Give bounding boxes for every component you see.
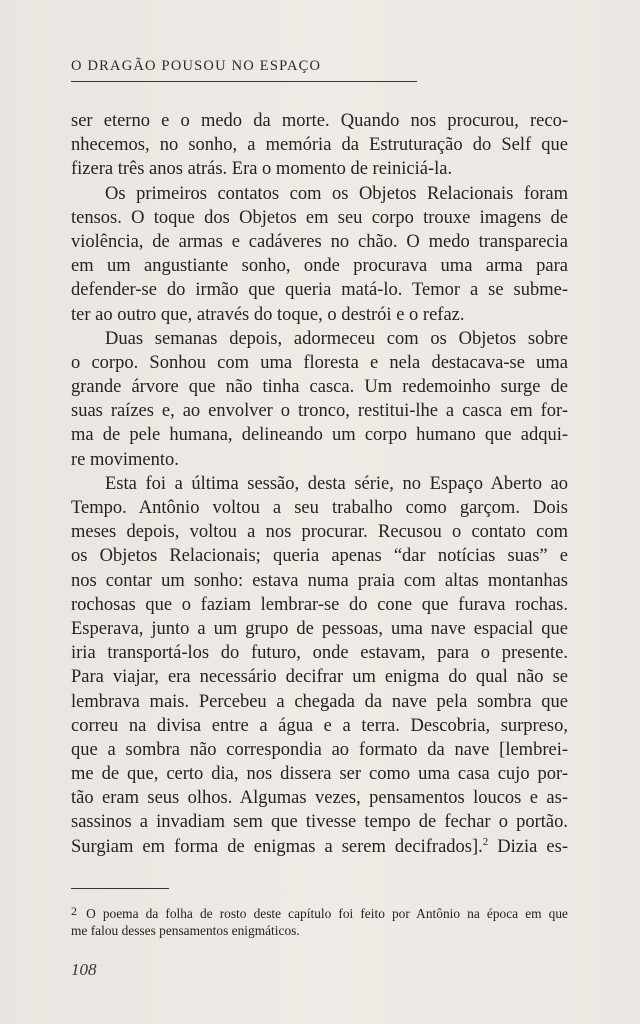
text-line: me de que, certo dia, nos dissera ser como uma casa cujo por- bbox=[71, 764, 568, 785]
running-head-rule bbox=[71, 81, 417, 82]
text-line: Esperava, junto a um grupo de pessoas, uma nave espacial que bbox=[71, 618, 568, 639]
text-segment: Surgiam em forma de enigmas a serem decifrados]. bbox=[71, 836, 483, 857]
text-line: em um angustiante sonho, onde procurava uma arma para bbox=[71, 256, 568, 277]
footnote-reference[interactable]: 2 bbox=[482, 835, 489, 848]
footnote-line bbox=[71, 902, 568, 921]
footnote-rule bbox=[71, 888, 169, 889]
footnote-number: 2 bbox=[71, 904, 77, 918]
text-line-with-footnote-ref bbox=[71, 835, 568, 859]
text-line: o corpo. Sonhou com uma floresta e nela destacava-se uma bbox=[71, 352, 568, 373]
text-line: Para viajar, era necessário decifrar um enigma do qual não se bbox=[71, 667, 568, 688]
text-line: tensos. O toque dos Objetos em seu corpo trouxe imagens de bbox=[71, 207, 568, 228]
running-head: O DRAGÃO POUSOU NO ESPAÇO bbox=[71, 58, 322, 74]
text-line: ser eterno e o medo da morte. Quando nos procurou, reco- bbox=[71, 111, 568, 131]
text-line: os Objetos Relacionais; queria apenas “dar notícias suas” e bbox=[71, 546, 568, 567]
text-line: suas raízes e, ao envolver o tronco, restitui-lhe a casca em for- bbox=[71, 401, 568, 422]
footnote-line: me falou desses pensamentos enigmáticos. bbox=[71, 923, 300, 938]
body-text bbox=[71, 109, 568, 859]
text-line: ma de pele humana, delineando um corpo humano que adqui- bbox=[71, 425, 568, 446]
text-line: nhecemos, no sonho, a memória da Estruturação do Self que bbox=[71, 135, 568, 156]
page-number: 108 bbox=[71, 960, 97, 979]
text-line: defender-se do irmão que queria matá-lo. Temor a se subme- bbox=[71, 280, 568, 301]
text-line: Duas semanas depois, adormeceu com os Objetos sobre bbox=[105, 328, 568, 349]
text-line: Tempo. Antônio voltou a seu trabalho como garçom. Dois bbox=[71, 498, 568, 518]
text-line: correu na divisa entre a água e a terra. Descobria, surpreso, bbox=[71, 715, 568, 736]
text-line: iria transportá-los do futuro, onde estavam, para o presente. bbox=[71, 643, 568, 664]
text-line: que a sombra não correspondia ao formato da nave [lembrei- bbox=[71, 739, 568, 760]
text-line: Esta foi a última sessão, desta série, no Espaço Aberto ao bbox=[105, 473, 568, 494]
text-line: sassinos a invadiam sem que tivesse tempo de fechar o portão. bbox=[71, 812, 568, 833]
text-line: rochosas que o faziam lembrar-se do cone que furava rochas. bbox=[71, 594, 568, 615]
text-line: ter ao outro que, através do toque, o destrói e o refaz. bbox=[71, 304, 465, 325]
text-line: fizera três anos atrás. Era o momento de reiniciá-la. bbox=[71, 159, 453, 180]
text-line: meses depois, voltou a nos procurar. Recusou o contato com bbox=[71, 522, 568, 543]
text-line: Os primeiros contatos com os Objetos Relacionais foram bbox=[105, 183, 568, 204]
text-line: nos contar um sonho: estava numa praia com altas montanhas bbox=[71, 570, 568, 591]
text-line: lembrava mais. Percebeu a chegada da nave pela sombra que bbox=[71, 691, 568, 712]
text-line: re movimento. bbox=[71, 449, 179, 470]
text-segment: Dizia es- bbox=[488, 836, 568, 857]
text-line: tão eram seus olhos. Algumas vezes, pensamentos loucos e as- bbox=[71, 788, 568, 809]
text-line: grande árvore que não tinha casca. Um redemoinho surge de bbox=[71, 377, 568, 398]
footnote-text: O poema da folha de rosto deste capítulo foi feito por Antônio na época em que bbox=[86, 906, 568, 921]
footnote bbox=[71, 902, 568, 940]
text-line: violência, de armas e cadáveres no chão. O medo transparecia bbox=[71, 231, 568, 252]
